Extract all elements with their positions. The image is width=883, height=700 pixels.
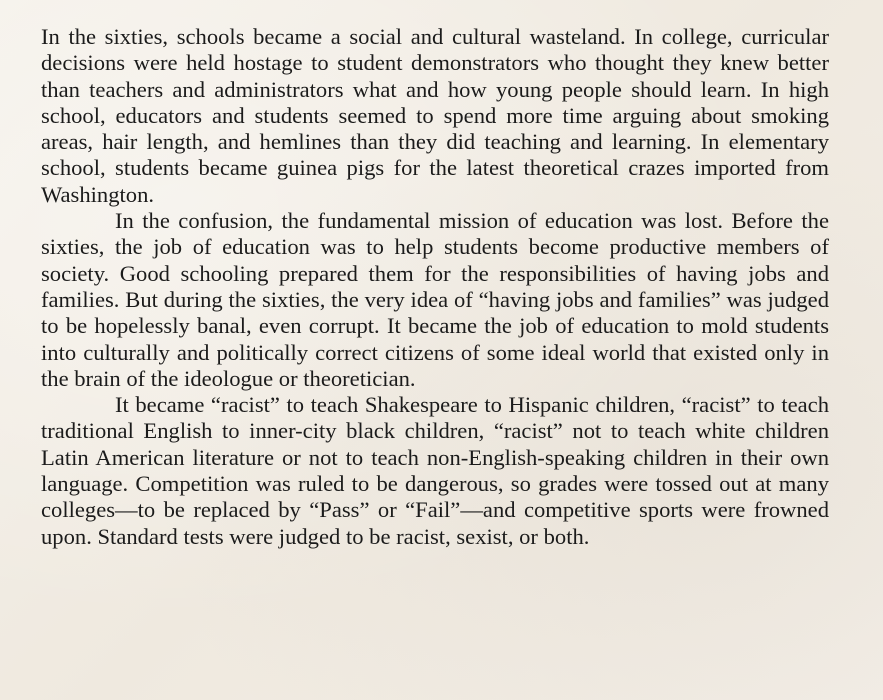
paragraph-1: In the sixties, schools became a social and cultural wasteland. In college, curricular decisions were held hostage to student demonstrators who thought they knew better than teachers and administrators what and how young people should learn. In high school, educators and students seemed to spend more time arguing about smoking areas, hair length, and hemlines than they did teaching and learning. In elementary school, students became guinea pigs for the latest theoretical crazes imported from Washington.: [41, 24, 829, 207]
document-page: [41, 24, 829, 550]
paragraph-2: In the confusion, the fundamental mission of education was lost. Before the sixties, the job of education was to help students become productive members of society. Good schooling prepared them for the responsibilities of having jobs and families. But during the sixties, the very idea of “having jobs and families” was judged to be hopelessly banal, even corrupt. It became the job of education to mold students into culturally and politically correct citizens of some ideal world that existed only in the brain of the ideologue or theoretician.: [41, 208, 829, 391]
paragraph-3: It became “racist” to teach Shakespeare to Hispanic children, “racist” to teach traditional English to inner-city black children, “racist” not to teach white children Latin American literature or not to teach non-English-speaking children in their own language. Competition was ruled to be dangerous, so grades were tossed out at many colleges—to be replaced by “Pass” or “Fail”—and competitive sports were frowned upon. Standard tests were judged to be racist, sexist, or both.: [41, 392, 829, 549]
